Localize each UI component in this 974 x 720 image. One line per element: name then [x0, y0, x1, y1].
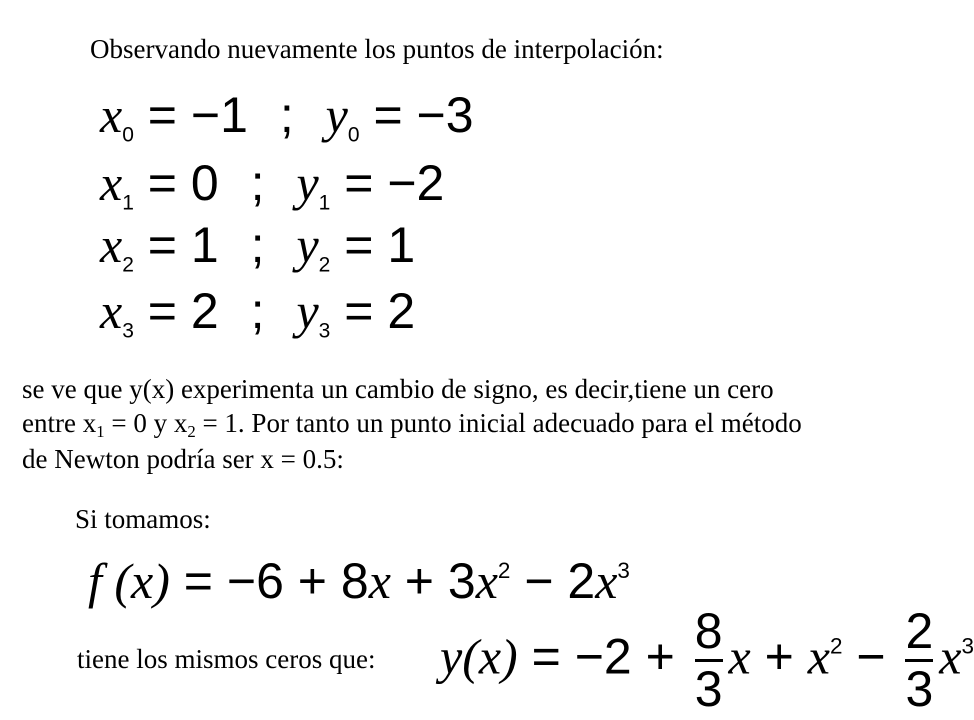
y-formula: y(x) = −2 + $\frac{8}{3}$ $x + x^2$ − $\frac{2}{3}$ $x^3$	[440, 603, 974, 717]
paragraph-line-1: se ve que y(x) experimenta un cambio de signo, es decir,tiene un cero	[22, 374, 774, 404]
fraction-2-3: $\frac{2}{3}$	[905, 603, 934, 717]
point-row-2: $x_2 = 1$ ; $y_2 = 1$	[100, 217, 416, 277]
si-tomamos-text: Si tomamos:	[75, 504, 211, 534]
f-formula: f $(x) = -6 + 8x + 3x^2 - 2x^3$	[88, 553, 630, 609]
paragraph-line-3: de Newton podría ser x = 0.5:	[22, 444, 344, 474]
tiene-text: tiene los mismos ceros que:	[77, 644, 376, 674]
point-row-1: $x_1 = 0$ ; $y_1 = -2$	[100, 155, 445, 215]
point-row-0: $x_0 = -1$ ; $y_0 = -3$	[100, 87, 474, 147]
paragraph-line-2: entre x1 = 0 y x2 = 1. Por tanto un punto inicial adecuado para el método	[22, 408, 802, 442]
intro-text: Observando nuevamente los puntos de interpolación:	[90, 34, 664, 64]
point-row-3: $x_3 = 2$ ; $y_3 = 2$	[100, 283, 416, 343]
fraction-8-3: $\frac{8}{3}$	[694, 603, 723, 717]
